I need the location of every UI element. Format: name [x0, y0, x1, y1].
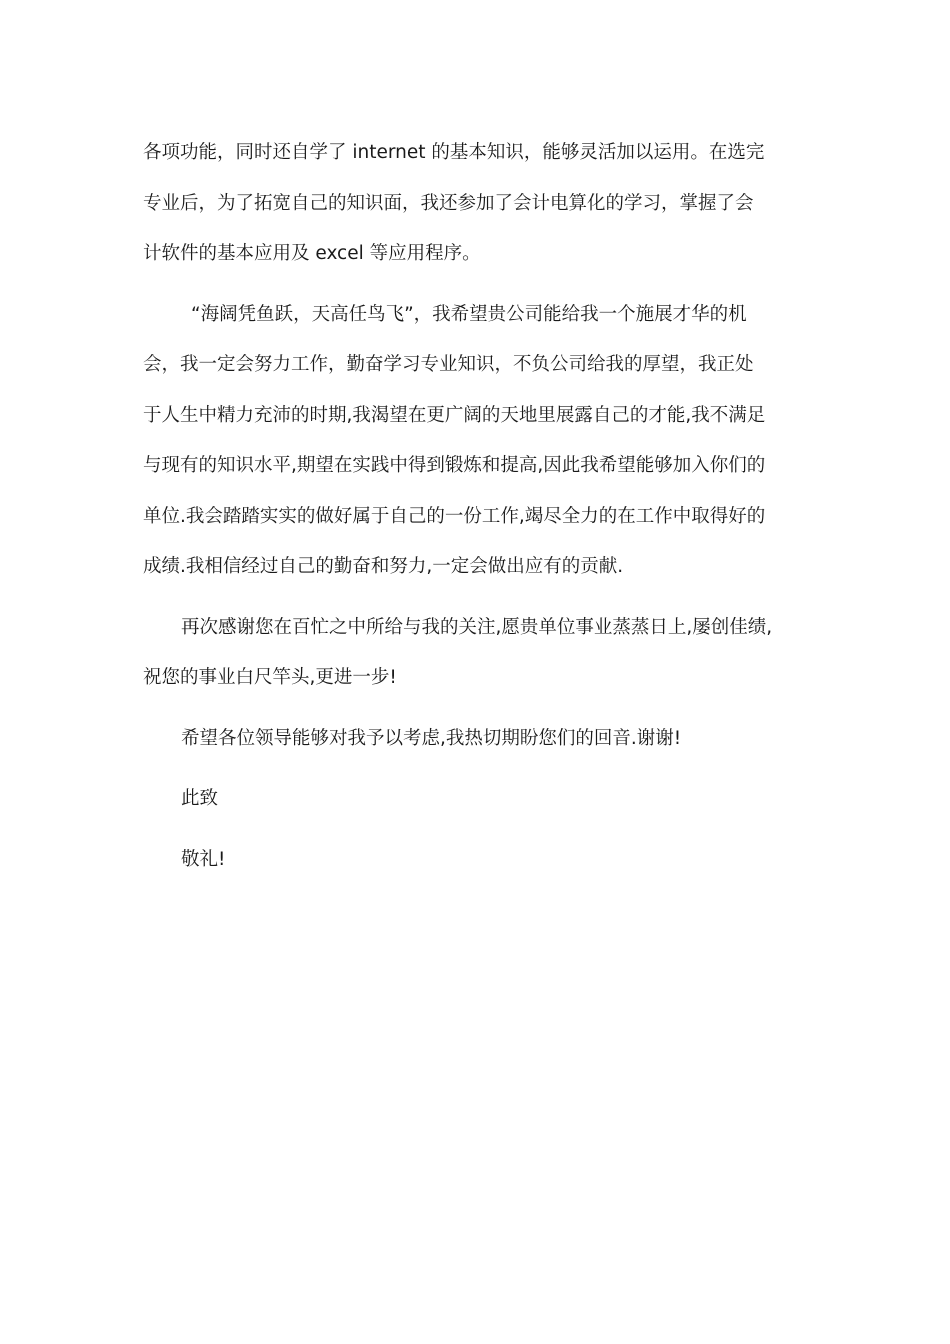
text-line: 与现有的知识水平,期望在实践中得到锻炼和提高,因此我希望能够加入你们的 [143, 455, 766, 476]
text-line: 于人生中精力充沛的时期,我渴望在更广阔的天地里展露自己的才能,我不满足 [143, 404, 766, 426]
text-line: 此致 [181, 788, 219, 809]
text-line: 敬礼! [181, 848, 226, 870]
text-line: 成绩.我相信经过自己的勤奋和努力,一定会做出应有的贡献. [143, 556, 624, 577]
text-line: “海阔凭鱼跃，天高任鸟飞”，我希望贵公司能给我一个施展才华的机 [191, 303, 747, 325]
text-line: 计软件的基本应用及 excel 等应用程序。 [143, 243, 481, 264]
text-line: 再次感谢您在百忙之中所给与我的关注,愿贵单位事业蒸蒸日上,屡创佳绩, [181, 616, 773, 638]
closing-salutation [143, 774, 799, 825]
text-line: 会，我一定会努力工作，勤奋学习专业知识，不负公司给我的厚望，我正处 [143, 354, 754, 375]
letter-body [143, 128, 799, 885]
paragraph-aspiration [143, 290, 799, 593]
text-line: 希望各位领导能够对我予以考虑,我热切期盼您们的回音.谢谢! [181, 727, 682, 749]
paragraph-thanks [143, 603, 799, 704]
paragraph-request [143, 714, 799, 765]
closing-regards [143, 835, 799, 886]
text-line: 祝您的事业白尺竿头,更进一步! [143, 667, 397, 688]
text-line: 各项功能，同时还自学了 internet 的基本知识，能够灵活加以运用。在选完 [143, 142, 765, 163]
paragraph-skills [143, 128, 799, 280]
text-line: 单位.我会踏踏实实的做好属于自己的一份工作,竭尽全力的在工作中取得好的 [143, 505, 766, 527]
text-line: 专业后，为了拓宽自己的知识面，我还参加了会计电算化的学习，掌握了会 [143, 192, 754, 214]
